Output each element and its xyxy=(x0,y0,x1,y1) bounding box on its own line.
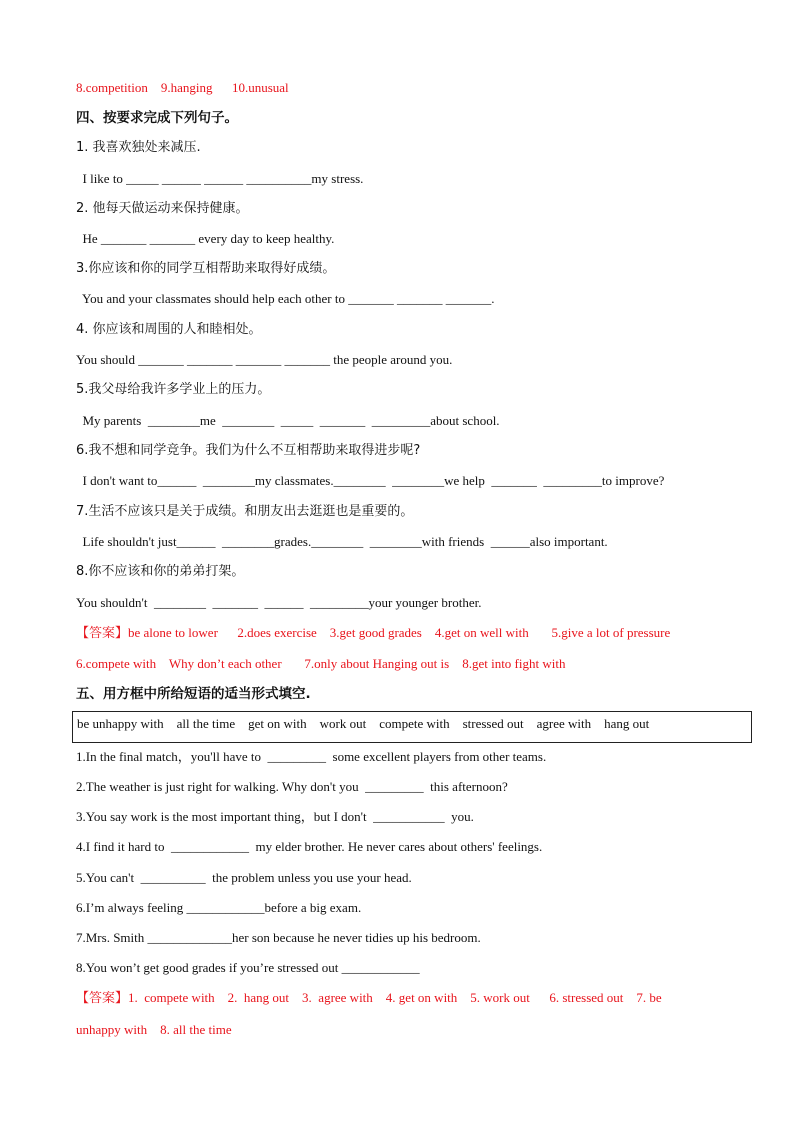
s5-item-3: 3.You say work is the most important thing，but I don't ___________ you. xyxy=(76,809,474,824)
s4-item-4-chinese: 4. 你应该和周围的人和睦相处。 xyxy=(76,322,262,337)
s4-item-6-english: I don't want to______ ________my classmates.________ ________we help _______ _________to improve? xyxy=(76,473,665,488)
s5-item-2: 2.The weather is just right for walking. Why don't you _________ this afternoon? xyxy=(76,779,508,794)
s5-item-4: 4.I find it hard to ____________ my elder brother. He never cares about others' feelings. xyxy=(76,839,543,854)
s4-item-3-chinese: 3.你应该和你的同学互相帮助来取得好成绩。 xyxy=(76,261,336,276)
s5-answer-line-1 xyxy=(76,989,662,1008)
section-5-heading: 五、用方框中所给短语的适当形式填空. xyxy=(76,686,311,702)
phrase-box xyxy=(72,711,752,743)
s4-item-1-english: I like to _____ ______ ______ __________my stress. xyxy=(76,171,364,186)
s4-answer-text-1: be alone to lower 2.does exercise 3.get good grades 4.get on well with 5.give a lot of pressure xyxy=(128,625,671,640)
s4-answer-label: 【答案】 xyxy=(76,626,129,641)
s4-answer-line-2: 6.compete with Why don’t each other 7.only about Hanging out is 8.get into fight with xyxy=(76,656,566,671)
s5-item-6: 6.I’m always feeling ____________before a big exam. xyxy=(76,900,362,915)
s4-item-5-chinese: 5.我父母给我许多学业上的压力。 xyxy=(76,382,271,397)
s5-answer-text-1: 1. compete with 2. hang out 3. agree with 4. get on with 5. work out 6. stressed out 7. be xyxy=(128,990,662,1005)
s4-item-2-chinese: 2. 他每天做运动来保持健康。 xyxy=(76,201,249,216)
s4-item-8-english: You shouldn't ________ _______ ______ _________your younger brother. xyxy=(76,595,482,610)
s5-item-8: 8.You won’t get good grades if you’re stressed out ____________ xyxy=(76,960,420,975)
s5-answer-label: 【答案】 xyxy=(76,991,129,1006)
s5-item-5: 5.You can't __________ the problem unless you use your head. xyxy=(76,870,412,885)
s4-item-1-chinese: 1. 我喜欢独处来减压. xyxy=(76,140,201,155)
s4-item-3-english: You and your classmates should help each other to _______ _______ _______. xyxy=(76,291,495,306)
s5-item-7: 7.Mrs. Smith _____________her son because he never tidies up his bedroom. xyxy=(76,930,481,945)
s4-item-7-chinese: 7.生活不应该只是关于成绩。和朋友出去逛逛也是重要的。 xyxy=(76,504,414,519)
s4-item-4-english: You should _______ _______ _______ _______ the people around you. xyxy=(76,352,453,367)
s4-item-8-chinese: 8.你不应该和你的弟弟打架。 xyxy=(76,564,245,579)
section-4-heading: 四、按要求完成下列句子。 xyxy=(76,110,238,126)
s5-item-1: 1.In the final match，you'll have to _________ some excellent players from other teams. xyxy=(76,749,547,764)
s4-item-5-english: My parents ________me ________ _____ _______ _________about school. xyxy=(76,413,500,428)
s5-answer-line-2: unhappy with 8. all the time xyxy=(76,1022,232,1037)
phrase-box-text: be unhappy with all the time get on with work out compete with stressed out agree with hang out xyxy=(77,716,650,731)
s4-item-2-english: He _______ _______ every day to keep healthy. xyxy=(76,231,335,246)
s4-answer-line-1 xyxy=(76,624,670,643)
previous-answers-line: 8.competition 9.hanging 10.unusual xyxy=(76,80,289,95)
s4-item-6-chinese: 6.我不想和同学竞争。我们为什么不互相帮助来取得进步呢? xyxy=(76,443,421,458)
s4-item-7-english: Life shouldn't just______ ________grades.________ ________with friends ______also important. xyxy=(76,534,608,549)
